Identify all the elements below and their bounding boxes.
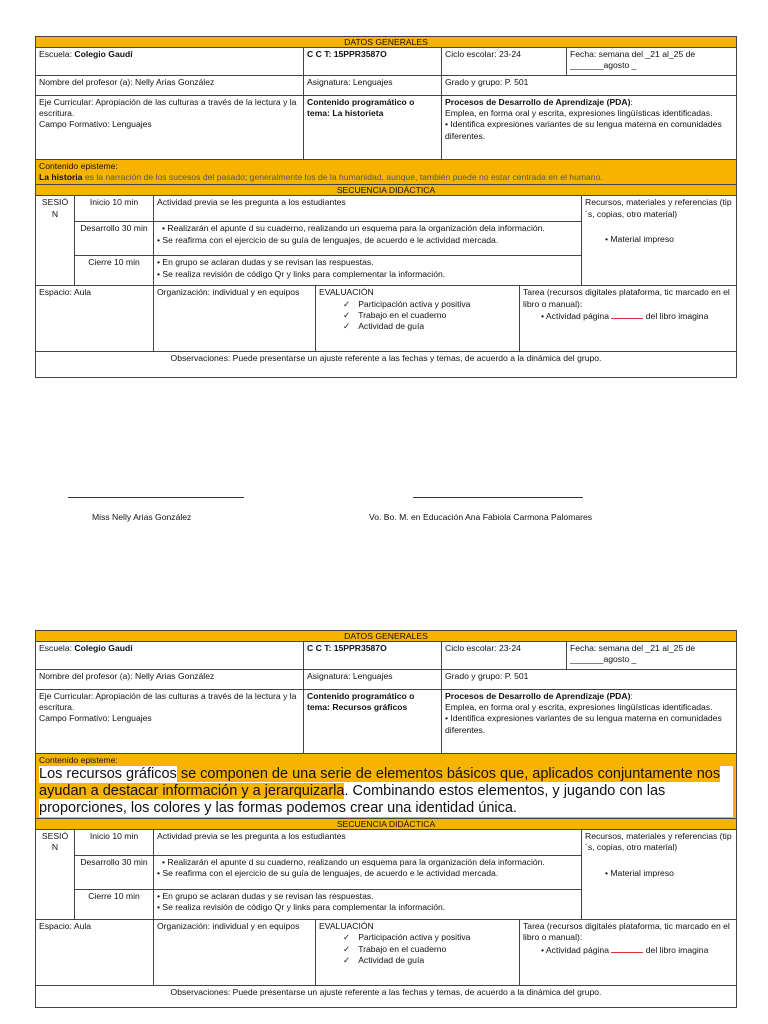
organizacion-cell: Organización: individual y en equipos	[154, 920, 316, 986]
cct-cell: C C T: 15PPR3587O	[304, 642, 442, 670]
evaluacion-cell: EVALUACIÓN ✓ Participación activa y positiva ✓ Trabajo en el cuaderno ✓ Actividad de guía	[316, 286, 520, 352]
cierre-text: • En grupo se aclaran dudas y se revisan las respuestas. • Se realiza revisión de código Qr y links para complementar la información.	[154, 890, 582, 920]
secuencia-header: SECUENCIA DIDÁCTICA	[36, 185, 737, 196]
cycle-cell: Ciclo escolar: 23-24	[442, 642, 567, 670]
date-cell: Fecha: semana del _21 al_25 de _______agosto _	[567, 642, 737, 670]
lesson-plan-2	[35, 630, 736, 1008]
contenido-cell: Contenido programático o tema: Recursos gráficos	[304, 690, 442, 754]
grade-cell: Grado y grupo: P. 501	[442, 76, 737, 96]
desarrollo-text: • Realizarán el apunte d su cuaderno, realizando un esquema para la organización dela información. • Se reafirma con el ejercicio de su guía de lenguajes, de acuerdo e le actividad mercada.	[154, 856, 582, 890]
espacio-cell: Espacio: Aula	[36, 920, 154, 986]
session-cell: SESIÓ N	[36, 196, 75, 286]
desarrollo-text: • Realizarán el apunte d su cuaderno, realizando un esquema para la organización dela información. • Se reafirma con el ejercicio de su guía de lenguajes, de acuerdo e le actividad mercada.	[154, 222, 582, 256]
pda-cell: Procesos de Desarrollo de Aprendizaje (PDA): Emplea, en forma oral y escrita, expresiones lingüísticas identificadas. • Identifica expresiones variantes de su lengua materna en comunidades diferentes.	[442, 96, 737, 160]
subject-cell: Asignatura: Lenguajes	[304, 670, 442, 690]
eje-text: Eje Curricular: Apropiación de las culturas a través de la lectura y la escritura.	[39, 691, 297, 713]
cct-cell: C C T: 15PPR3587O	[304, 48, 442, 76]
eje-cell	[36, 690, 304, 754]
teacher-cell: Nombre del profesor (a): Nelly Arias González	[36, 76, 304, 96]
eje-cell	[36, 96, 304, 160]
inicio-text: Actividad previa se les pregunta a los estudiantes	[154, 830, 582, 856]
inicio-text: Actividad previa se les pregunta a los estudiantes	[154, 196, 582, 222]
inicio-cell: Inicio 10 min	[75, 830, 154, 856]
desarrollo-cell: Desarrollo 30 min	[75, 222, 154, 256]
observaciones-cell: Observaciones: Puede presentarse un ajuste referente a las fechas y temas, de acuerdo a la dinámica del grupo.	[36, 986, 737, 1008]
material-text: • Material impreso	[605, 867, 674, 878]
inicio-cell: Inicio 10 min	[75, 196, 154, 222]
organizacion-cell: Organización: individual y en equipos	[154, 286, 316, 352]
tarea-cell: Tarea (recursos digitales plataforma, tic marcado en el libro o manual): • Actividad página del libro imagina	[520, 286, 737, 352]
school-cell: Escuela: Colegio Gaudí	[36, 48, 304, 76]
datos-generales-header: DATOS GENERALES	[36, 37, 737, 48]
grade-cell: Grado y grupo: P. 501	[442, 670, 737, 690]
desarrollo-cell: Desarrollo 30 min	[75, 856, 154, 890]
espacio-cell: Espacio: Aula	[36, 286, 154, 352]
signature-line-right	[413, 497, 583, 498]
session-cell: SESIÓ N	[36, 830, 75, 920]
episteme-text: Los recursos gráficos se componen de una serie de elementos básicos que, aplicados conjuntamente nos ayudan a destacar información y a jerarquizarla. Combinando estos elementos, y jugando con las proporciones, los colores y las formas podemos crear una identidad única.	[39, 766, 733, 817]
school-cell: Escuela: Colegio Gaudí	[36, 642, 304, 670]
date-cell: Fecha: semana del _21 al_25 de _______agosto _	[567, 48, 737, 76]
episteme-label: Contenido episteme:	[39, 755, 118, 765]
cierre-cell: Cierre 10 min	[75, 890, 154, 920]
cierre-text: • En grupo se aclaran dudas y se revisan las respuestas. • Se realiza revisión de código Qr y links para complementar la información.	[154, 256, 582, 286]
lesson-plan-1	[35, 36, 736, 378]
contenido-cell: Contenido programático o tema: La historieta	[304, 96, 442, 160]
tarea-cell: Tarea (recursos digitales plataforma, tic marcado en el libro o manual): • Actividad página del libro imagina	[520, 920, 737, 986]
signature-left: Miss Nelly Arias González	[92, 512, 192, 522]
teacher-cell: Nombre del profesor (a): Nelly Arias González	[36, 670, 304, 690]
cycle-cell: Ciclo escolar: 23-24	[442, 48, 567, 76]
evaluacion-cell: EVALUACIÓN ✓ Participación activa y positiva ✓ Trabajo en el cuaderno ✓ Actividad de guía	[316, 920, 520, 986]
secuencia-header: SECUENCIA DIDÁCTICA	[36, 819, 737, 830]
campo-text: Campo Formativo: Lenguajes	[39, 119, 152, 130]
cierre-cell: Cierre 10 min	[75, 256, 154, 286]
signature-line-left	[68, 497, 244, 498]
episteme-label: Contenido episteme:	[39, 161, 118, 171]
recursos-cell: Recursos, materiales y referencias (tip´s, copias, otro material) • Material impreso	[582, 830, 737, 920]
episteme-cell	[36, 160, 737, 185]
observaciones-cell: Observaciones: Puede presentarse un ajuste referente a las fechas y temas, de acuerdo a la dinámica del grupo.	[36, 352, 737, 378]
episteme-cell	[36, 754, 737, 819]
subject-cell: Asignatura: Lenguajes	[304, 76, 442, 96]
eje-text: Eje Curricular: Apropiación de las culturas a través de la lectura y la escritura.	[39, 97, 297, 119]
datos-generales-header: DATOS GENERALES	[36, 631, 737, 642]
episteme-text: La historia es la narración de los sucesos del pasado; generalmente los de la humanidad, aunque, también puede no estar centrada en el humano.	[39, 172, 603, 183]
recursos-cell: Recursos, materiales y referencias (tip´s, copias, otro material) • Material impreso	[582, 196, 737, 286]
material-text: • Material impreso	[605, 233, 674, 244]
pda-cell: Procesos de Desarrollo de Aprendizaje (PDA): Emplea, en forma oral y escrita, expresiones lingüísticas identificadas. • Identifica expresiones variantes de su lengua materna en comunidades diferentes.	[442, 690, 737, 754]
signature-right: Vo. Bo. M. en Educación Ana Fabiola Carmona Palomares	[369, 512, 593, 522]
campo-text: Campo Formativo: Lenguajes	[39, 713, 152, 724]
